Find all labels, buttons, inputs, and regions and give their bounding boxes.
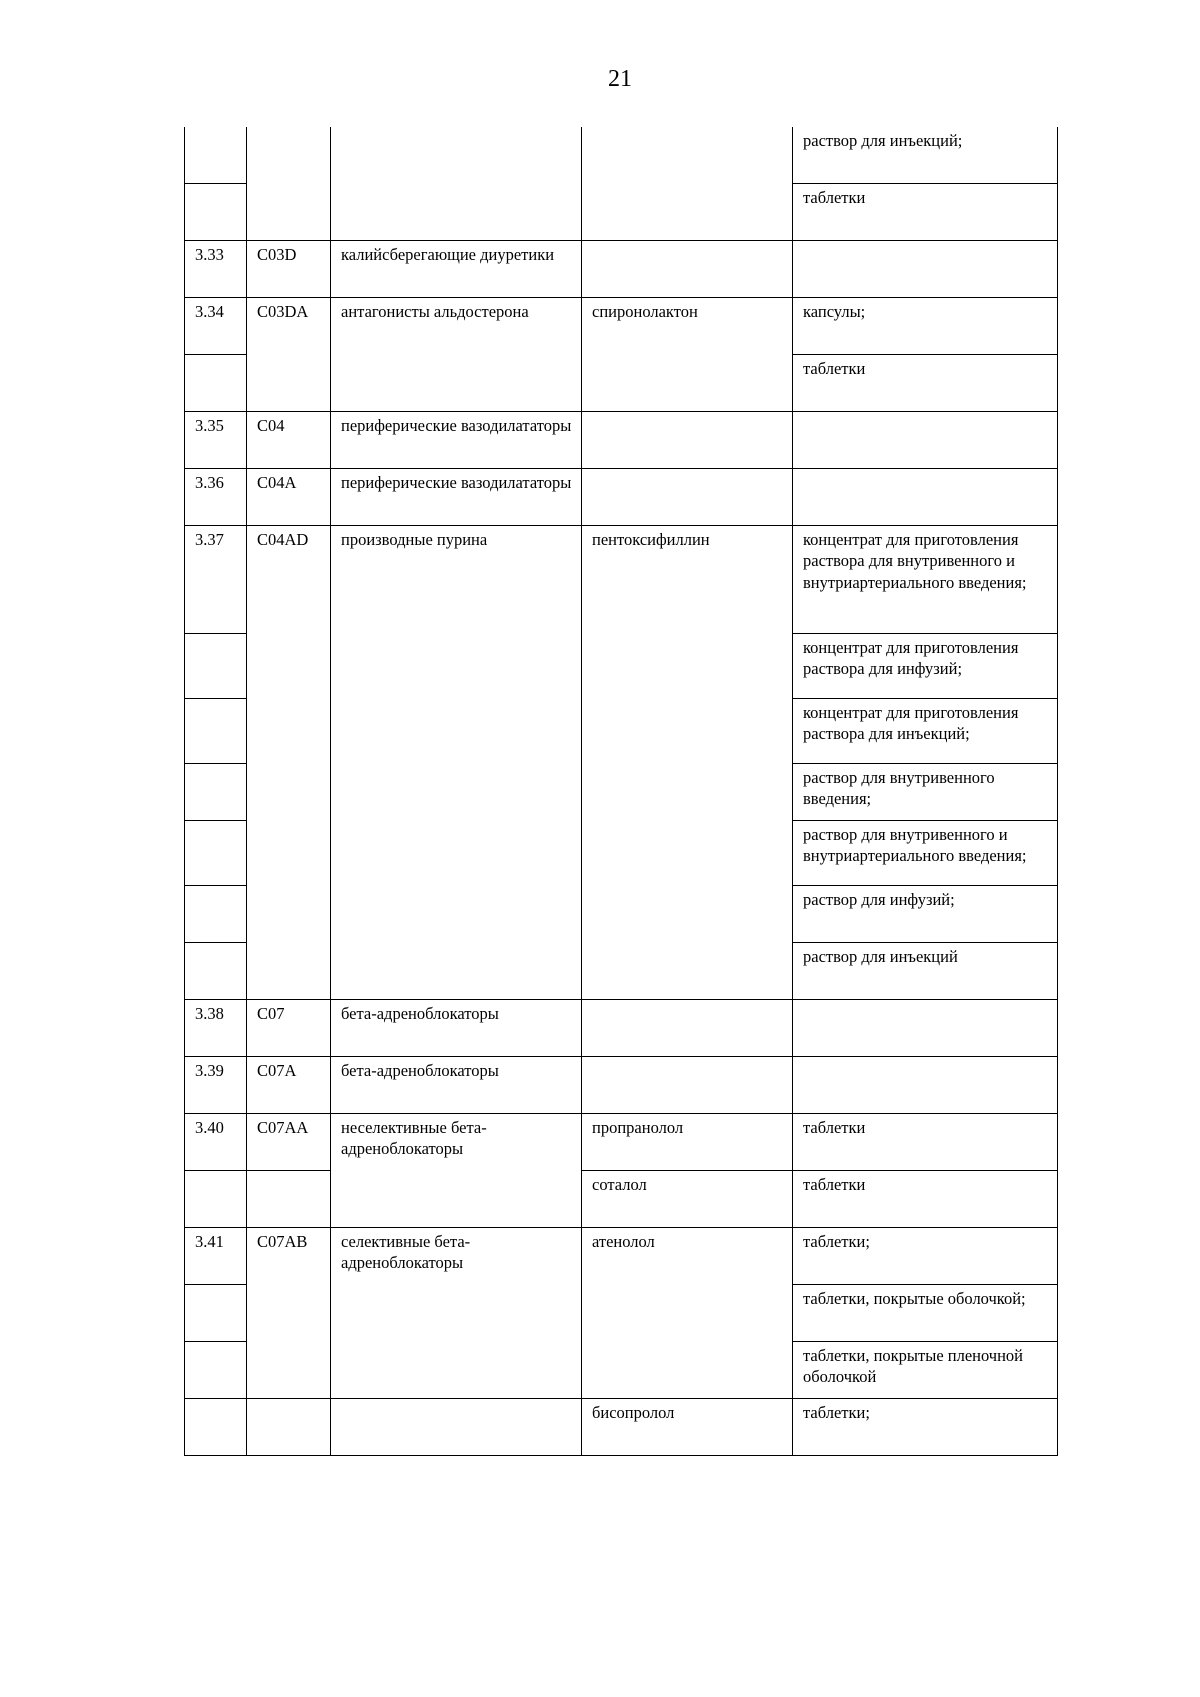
row-number-cell (185, 183, 247, 240)
dosage-form-cell: таблетки (793, 354, 1058, 411)
dosage-form-cell: таблетки, покрытые оболочкой; (793, 1284, 1058, 1341)
row-number-cell (185, 1341, 247, 1398)
dosage-form-cell (793, 468, 1058, 525)
dosage-form-cell: раствор для инъекций; (793, 127, 1058, 183)
atc-code-cell: C04 (247, 411, 331, 468)
dosage-form-cell: концентрат для приготовления раствора для инъекций; (793, 698, 1058, 763)
dosage-form-cell: таблетки (793, 1113, 1058, 1170)
row-number-cell: 3.36 (185, 468, 247, 525)
dosage-form-cell: таблетки; (793, 1227, 1058, 1284)
table-row (185, 1056, 1058, 1113)
row-number-cell (185, 1284, 247, 1341)
group-name-cell (331, 127, 582, 240)
row-number-cell: 3.35 (185, 411, 247, 468)
group-name-cell: неселективные бета-адреноблокаторы (331, 1113, 582, 1227)
atc-code-cell: C07AA (247, 1113, 331, 1170)
drug-name-cell (582, 1056, 793, 1113)
dosage-form-cell: концентрат для приготовления раствора для внутривенного и внутриартериального введения; (793, 525, 1058, 633)
dosage-form-cell: таблетки, покрытые пленочной оболочкой (793, 1341, 1058, 1398)
drug-name-cell: пропранолол (582, 1113, 793, 1170)
drug-name-cell: пентоксифиллин (582, 525, 793, 999)
drug-table-body (185, 127, 1058, 1455)
dosage-form-cell: таблетки; (793, 1398, 1058, 1455)
dosage-form-cell (793, 240, 1058, 297)
group-name-cell: периферические вазодилататоры (331, 411, 582, 468)
group-name-cell: селективные бета-адреноблокаторы (331, 1227, 582, 1398)
row-number-cell: 3.39 (185, 1056, 247, 1113)
atc-code-cell: C07 (247, 999, 331, 1056)
table-row (185, 999, 1058, 1056)
row-number-cell (185, 942, 247, 999)
atc-code-cell: C04A (247, 468, 331, 525)
dosage-form-cell: раствор для инъекций (793, 942, 1058, 999)
row-number-cell (185, 763, 247, 820)
row-number-cell (185, 1398, 247, 1455)
dosage-form-cell: таблетки (793, 1170, 1058, 1227)
atc-code-cell: C04AD (247, 525, 331, 999)
dosage-form-cell: раствор для внутривенного введения; (793, 763, 1058, 820)
row-number-cell: 3.41 (185, 1227, 247, 1284)
drug-name-cell (582, 240, 793, 297)
table-row (185, 411, 1058, 468)
group-name-cell: бета-адреноблокаторы (331, 999, 582, 1056)
drug-name-cell (582, 127, 793, 240)
atc-code-cell: C07A (247, 1056, 331, 1113)
row-number-cell: 3.38 (185, 999, 247, 1056)
dosage-form-cell: раствор для инфузий; (793, 885, 1058, 942)
table-row (185, 1113, 1058, 1170)
atc-code-cell: C07AB (247, 1227, 331, 1398)
drug-name-cell (582, 468, 793, 525)
dosage-form-cell: концентрат для приготовления раствора для инфузий; (793, 633, 1058, 698)
row-number-cell (185, 820, 247, 885)
group-name-cell: бета-адреноблокаторы (331, 1056, 582, 1113)
dosage-form-cell: таблетки (793, 183, 1058, 240)
row-number-cell (185, 1170, 247, 1227)
row-number-cell: 3.40 (185, 1113, 247, 1170)
row-number-cell: 3.33 (185, 240, 247, 297)
row-number-cell: 3.37 (185, 525, 247, 633)
table-row (185, 525, 1058, 633)
row-number-cell (185, 698, 247, 763)
table-row (185, 1398, 1058, 1455)
dosage-form-cell (793, 1056, 1058, 1113)
atc-code-cell: C03DA (247, 297, 331, 411)
group-name-cell: калийсберегающие диуретики (331, 240, 582, 297)
table-row (185, 468, 1058, 525)
page-number: 21 (608, 66, 632, 92)
group-name-cell: периферические вазодилататоры (331, 468, 582, 525)
table-row (185, 1170, 1058, 1227)
row-number-cell (185, 885, 247, 942)
dosage-form-cell (793, 999, 1058, 1056)
group-name-cell: антагонисты альдостерона (331, 297, 582, 411)
drug-name-cell: спиронолактон (582, 297, 793, 411)
dosage-form-cell: капсулы; (793, 297, 1058, 354)
atc-code-cell: C03D (247, 240, 331, 297)
atc-code-cell (247, 1398, 331, 1455)
row-number-cell (185, 633, 247, 698)
row-number-cell: 3.34 (185, 297, 247, 354)
dosage-form-cell: раствор для внутривенного и внутриартериального введения; (793, 820, 1058, 885)
table-row (185, 297, 1058, 354)
atc-code-cell (247, 1170, 331, 1227)
drug-name-cell: соталол (582, 1170, 793, 1227)
table-row (185, 240, 1058, 297)
table-row (185, 127, 1058, 183)
row-number-cell (185, 354, 247, 411)
table-row (185, 1227, 1058, 1284)
row-number-cell (185, 127, 247, 183)
drug-name-cell (582, 999, 793, 1056)
drug-name-cell: атенолол (582, 1227, 793, 1398)
dosage-form-cell (793, 411, 1058, 468)
drug-name-cell: бисопролол (582, 1398, 793, 1455)
group-name-cell (331, 1398, 582, 1455)
atc-code-cell (247, 127, 331, 240)
drug-name-cell (582, 411, 793, 468)
drug-table (184, 127, 1058, 1456)
group-name-cell: производные пурина (331, 525, 582, 999)
